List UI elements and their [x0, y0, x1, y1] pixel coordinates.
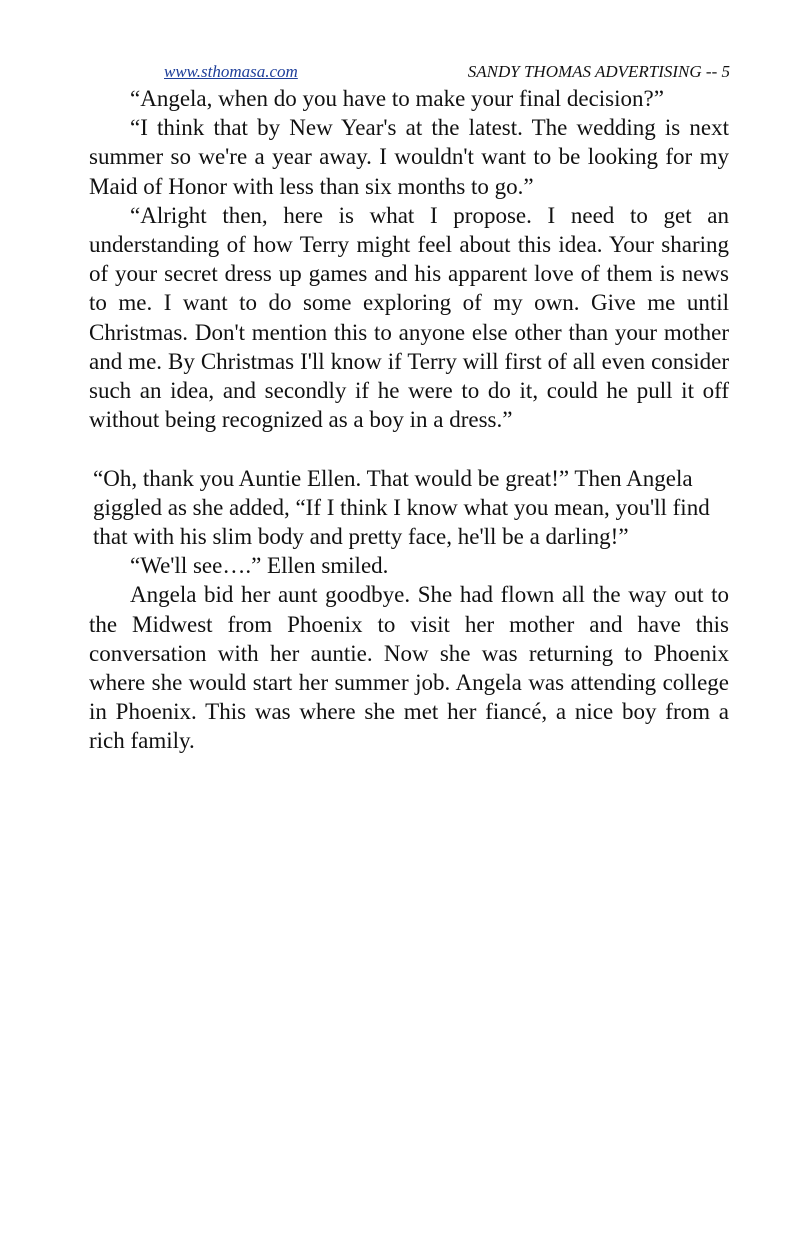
body-text [89, 84, 729, 756]
paragraph-new-years: “I think that by New Year's at the latest. The wedding is next summer so we're a year away. I wouldn't want to be looking for my Maid of Honor with less than six months to go.” [89, 115, 729, 199]
running-title: SANDY THOMAS ADVERTISING -- 5 [467, 62, 730, 81]
paragraph-goodbye: Angela bid her aunt goodbye. She had flown all the way out to the Midwest from Phoenix to visit her mother and have this conversation with her auntie. Now she was returning to Phoenix where she would start her summer job. Angela was attending college in Phoenix. This was where she met her fiancé, a nice boy from a rich family. [89, 582, 729, 754]
paragraph-proposal: “Alright then, here is what I propose. I need to get an understanding of how Terry might feel about this idea. Your sharing of your secret dress up games and his apparent love of them is news to me. I want to do some exploring of my own. Give me until Christmas. Don't mention this to anyone else other than your mother and me. By Christmas I'll know if Terry will first of all even consider such an idea, and secondly if he were to do it, could he pull it off without being recognized as a boy in a dress.” [89, 202, 729, 433]
paragraph-thank-you: “Oh, thank you Auntie Ellen. That would be great!” Then Angela giggled as she added, “If I think I know what you mean, you'll find that with his slim body and pretty face, he'll be a darling!” [93, 465, 710, 550]
paragraph-final-decision: “Angela, when do you have to make your final decision?” [130, 86, 664, 111]
paragraph-spacer [89, 434, 729, 463]
paragraph-well-see: “We'll see….” Ellen smiled. [130, 553, 389, 579]
page-header [164, 60, 730, 84]
website-link[interactable]: www.sthomasa.com [164, 62, 298, 81]
